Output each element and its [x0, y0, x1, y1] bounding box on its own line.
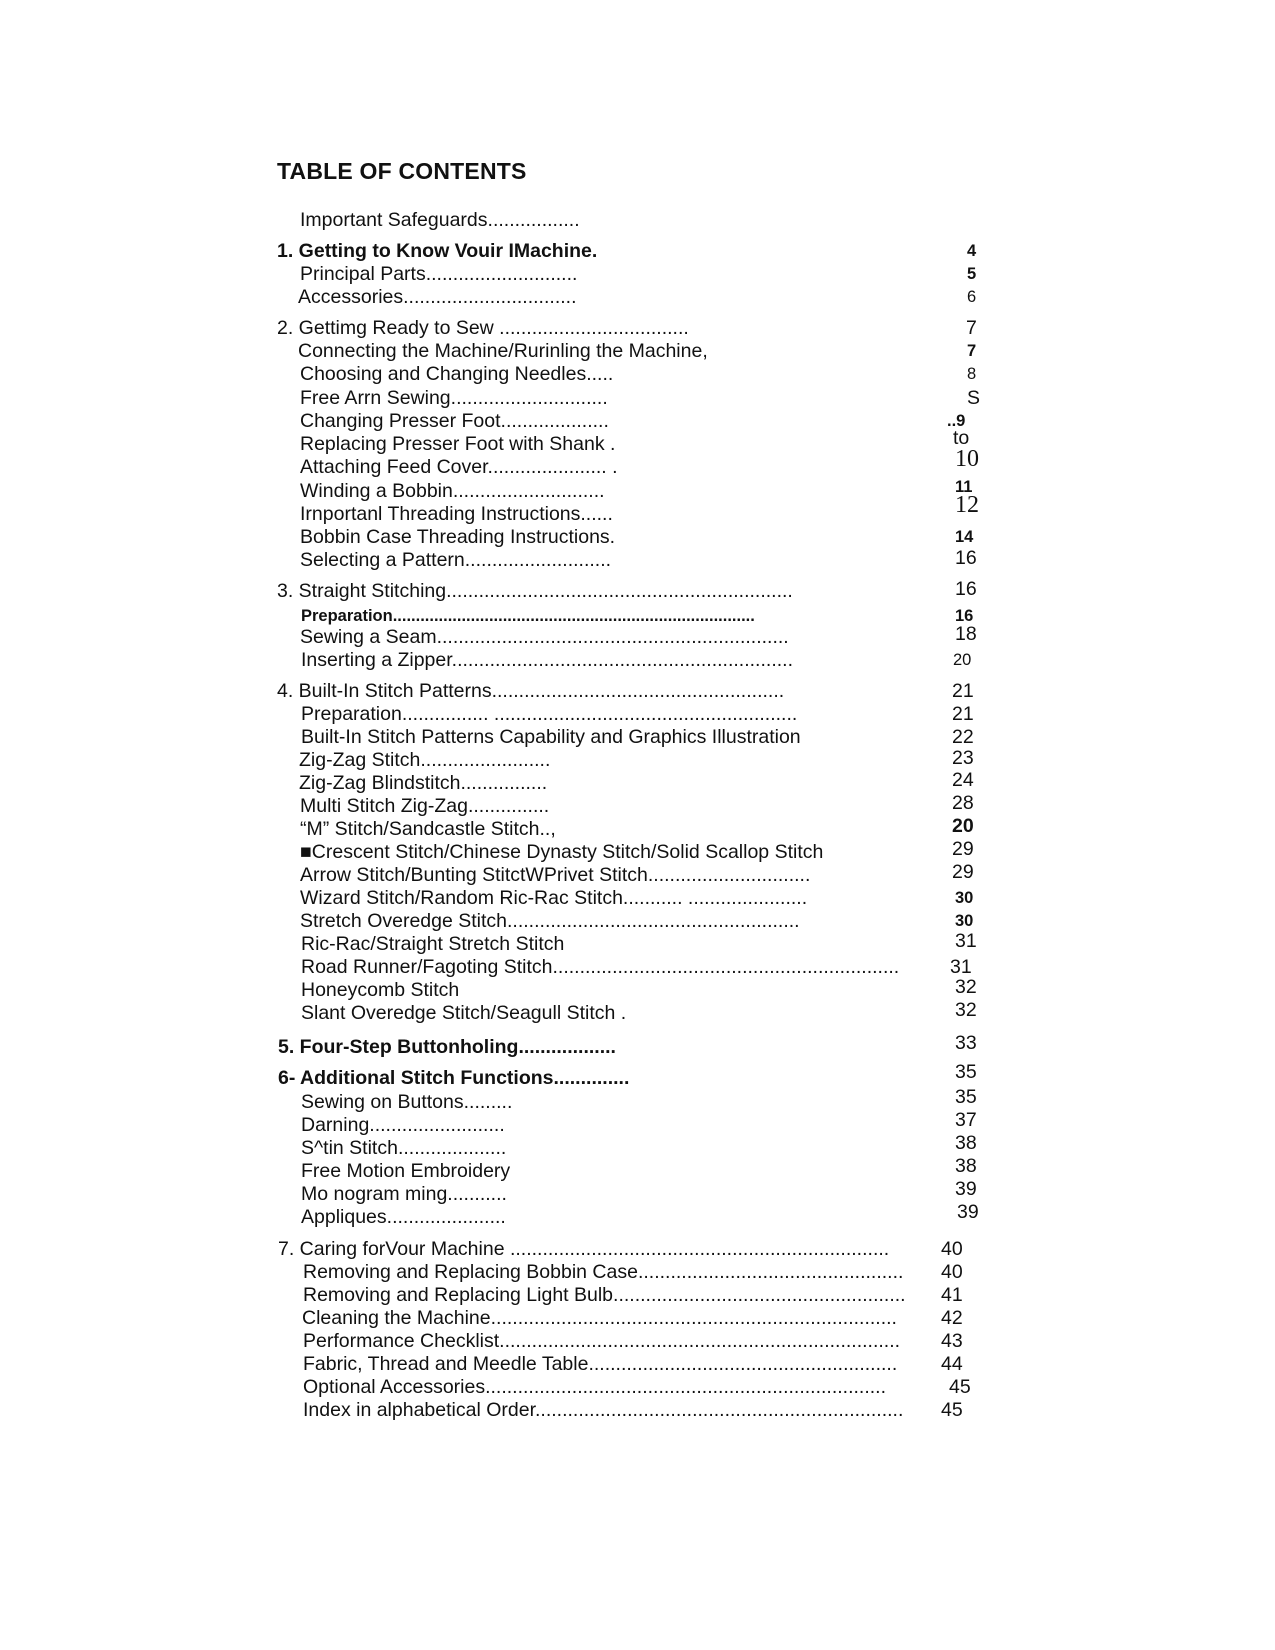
toc-entry-label: Removing and Replacing Bobbin Case.................................................: [303, 1261, 904, 1283]
toc-entry-page: 8: [967, 365, 977, 383]
toc-entry-page: 5: [967, 265, 977, 283]
toc-entry-label: “M” Stitch/Sandcastle Stitch..,: [300, 818, 556, 840]
toc-entry-page: 30: [955, 889, 974, 907]
toc-entry-label: Important Safeguards.................: [300, 209, 580, 231]
toc-entry-label: Free Arrn Sewing.............................: [300, 387, 608, 409]
toc-entry-page: 16: [955, 547, 977, 569]
toc-entry-label: Removing and Replacing Light Bulb......................................................: [303, 1284, 906, 1306]
toc-entry-page: 35: [955, 1086, 977, 1108]
toc-entry-label: Optional Accessories..........................................................................: [303, 1376, 887, 1398]
toc-entry-label: Connecting the Machine/Rurinling the Machine,: [298, 340, 708, 362]
toc-entry-label: Sewing a Seam.................................................................: [300, 626, 789, 648]
page-title: TABLE OF CONTENTS: [277, 158, 527, 184]
toc-entry-label: Selecting a Pattern...........................: [300, 549, 612, 571]
toc-entry-label: Zig-Zag Stitch........................: [299, 749, 551, 771]
toc-entry-label: 6- Additional Stitch Functions..............: [278, 1067, 630, 1089]
toc-entry-page: 38: [955, 1132, 977, 1154]
toc-entry-page: 33: [955, 1032, 977, 1054]
toc-entry-label: Wizard Stitch/Random Ric-Rac Stitch........... ......................: [300, 887, 808, 909]
toc-entry-page: 28: [952, 792, 974, 814]
toc-entry-label: 7. Caring forVour Machine ......................................................................: [278, 1238, 890, 1260]
toc-entry-label: Fabric, Thread and Meedle Table.........................................................: [303, 1353, 898, 1375]
toc-entry-page: 40: [941, 1261, 963, 1283]
toc-entry-label: ■Crescent Stitch/Chinese Dynasty Stitch/Solid Scallop Stitch: [300, 841, 824, 863]
toc-entry-label: Irnportanl Threading Instructions......: [300, 503, 613, 525]
toc-entry-page: 7: [966, 317, 977, 339]
toc-entry-page: 16: [955, 578, 977, 600]
toc-entry-label: Accessories................................: [298, 286, 577, 308]
toc-entry-page: 38: [955, 1155, 977, 1177]
toc-entry-label: 1. Getting to Know Vouir IMachine.: [277, 240, 598, 262]
toc-entry-page: 4: [967, 242, 977, 260]
toc-entry-label: Bobbin Case Threading Instructions.: [300, 526, 616, 548]
toc-entry-page: 22: [952, 726, 974, 748]
toc-entry-page: ..9: [947, 412, 966, 430]
toc-entry-label: S^tin Stitch....................: [301, 1137, 507, 1159]
toc-entry-page: 18: [955, 623, 977, 645]
toc-entry-page: 16: [955, 607, 974, 625]
toc-entry-label: Sewing on Buttons.........: [301, 1091, 513, 1113]
toc-entry-label: Multi Stitch Zig-Zag...............: [300, 795, 550, 817]
toc-entry-label: Darning.........................: [301, 1114, 505, 1136]
toc-entry-label: Free Motion Embroidery: [301, 1160, 511, 1182]
toc-entry-page: to: [953, 427, 970, 449]
toc-entry-label: Inserting a Zipper...............................................................: [301, 649, 793, 671]
toc-entry-page: 29: [952, 861, 974, 883]
toc-entry-page: 42: [941, 1307, 963, 1329]
toc-entry-page: 31: [955, 930, 977, 952]
toc-entry-label: Mo nogram ming...........: [301, 1183, 507, 1205]
toc-entry-page: 44: [941, 1353, 963, 1375]
toc-entry-label: Arrow Stitch/Bunting StitctWPrivet Stitch..............................: [300, 864, 811, 886]
toc-entry-page: 20: [953, 651, 972, 669]
toc-entry-page: 35: [955, 1061, 977, 1083]
toc-entry-label: 4. Built-In Stitch Patterns......................................................: [277, 680, 785, 702]
toc-entry-page: 23: [952, 747, 974, 769]
toc-entry-page: S: [967, 387, 981, 409]
toc-entry-page: 14: [955, 528, 974, 546]
toc-entry-page: 21: [952, 703, 974, 725]
toc-entry-label: Preparation...............................................................................: [301, 607, 755, 625]
toc-entry-page: 12: [955, 492, 979, 518]
toc-entry-page: 39: [957, 1201, 979, 1223]
toc-entry-page: 21: [952, 680, 974, 702]
toc-entry-page: 37: [955, 1109, 977, 1131]
toc-entry-label: Appliques......................: [301, 1206, 506, 1228]
toc-entry-label: Attaching Feed Cover...................... .: [300, 456, 618, 478]
toc-entry-page: 20: [952, 815, 974, 837]
toc-entry-label: Principal Parts............................: [300, 263, 578, 285]
toc-entry-label: Performance Checklist..........................................................................: [303, 1330, 901, 1352]
toc-entry-label: Built-In Stitch Patterns Capability and Graphics Illustration: [301, 726, 801, 748]
toc-entry-page: 45: [949, 1376, 971, 1398]
toc-entry-label: Honeycomb Stitch: [301, 979, 460, 1001]
toc-entry-page: 24: [952, 769, 974, 791]
toc-entry-label: Stretch Overedge Stitch......................................................: [300, 910, 800, 932]
toc-entry-label: Preparation................ ........................................................: [301, 703, 798, 725]
toc-entry-page: 32: [955, 999, 977, 1021]
toc-entry-page: 43: [941, 1330, 963, 1352]
toc-entry-label: Changing Presser Foot....................: [300, 410, 609, 432]
toc-entry-page: 30: [955, 912, 974, 930]
toc-entry-label: 3. Straight Stitching................................................................: [277, 580, 793, 602]
toc-entry-page: 29: [952, 838, 974, 860]
toc-entry-label: Road Runner/Fagoting Stitch................................................................: [301, 956, 900, 978]
toc-entry-page: 41: [941, 1284, 963, 1306]
toc-entry-label: Ric-Rac/Straight Stretch Stitch: [301, 933, 565, 955]
toc-entry-label: Cleaning the Machine...........................................................................: [302, 1307, 897, 1329]
toc-entry-page: 40: [941, 1238, 963, 1260]
toc-entry-label: 5. Four-Step Buttonholing..................: [278, 1036, 616, 1058]
toc-entry-page: 6: [967, 288, 977, 306]
toc-entry-label: Winding a Bobbin............................: [300, 480, 605, 502]
toc-entry-page: 31: [950, 956, 972, 978]
toc-entry-label: Index in alphabetical Order....................................................................: [303, 1399, 904, 1421]
toc-entry-page: 11: [955, 478, 973, 496]
toc-entry-label: Replacing Presser Foot with Shank .: [300, 433, 616, 455]
toc-entry-page: 45: [941, 1399, 963, 1421]
toc-entry-label: Zig-Zag Blindstitch................: [299, 772, 548, 794]
toc-entry-page: 10: [955, 446, 979, 472]
toc-entry-page: 32: [955, 976, 977, 998]
toc-entry-label: Slant Overedge Stitch/Seagull Stitch .: [301, 1002, 627, 1024]
toc-entry-page: 39: [955, 1178, 977, 1200]
toc-entry-label: Choosing and Changing Needles.....: [300, 363, 614, 385]
toc-entry-label: 2. Gettimg Ready to Sew ...................................: [277, 317, 689, 339]
toc-entry-page: 7: [967, 342, 977, 360]
